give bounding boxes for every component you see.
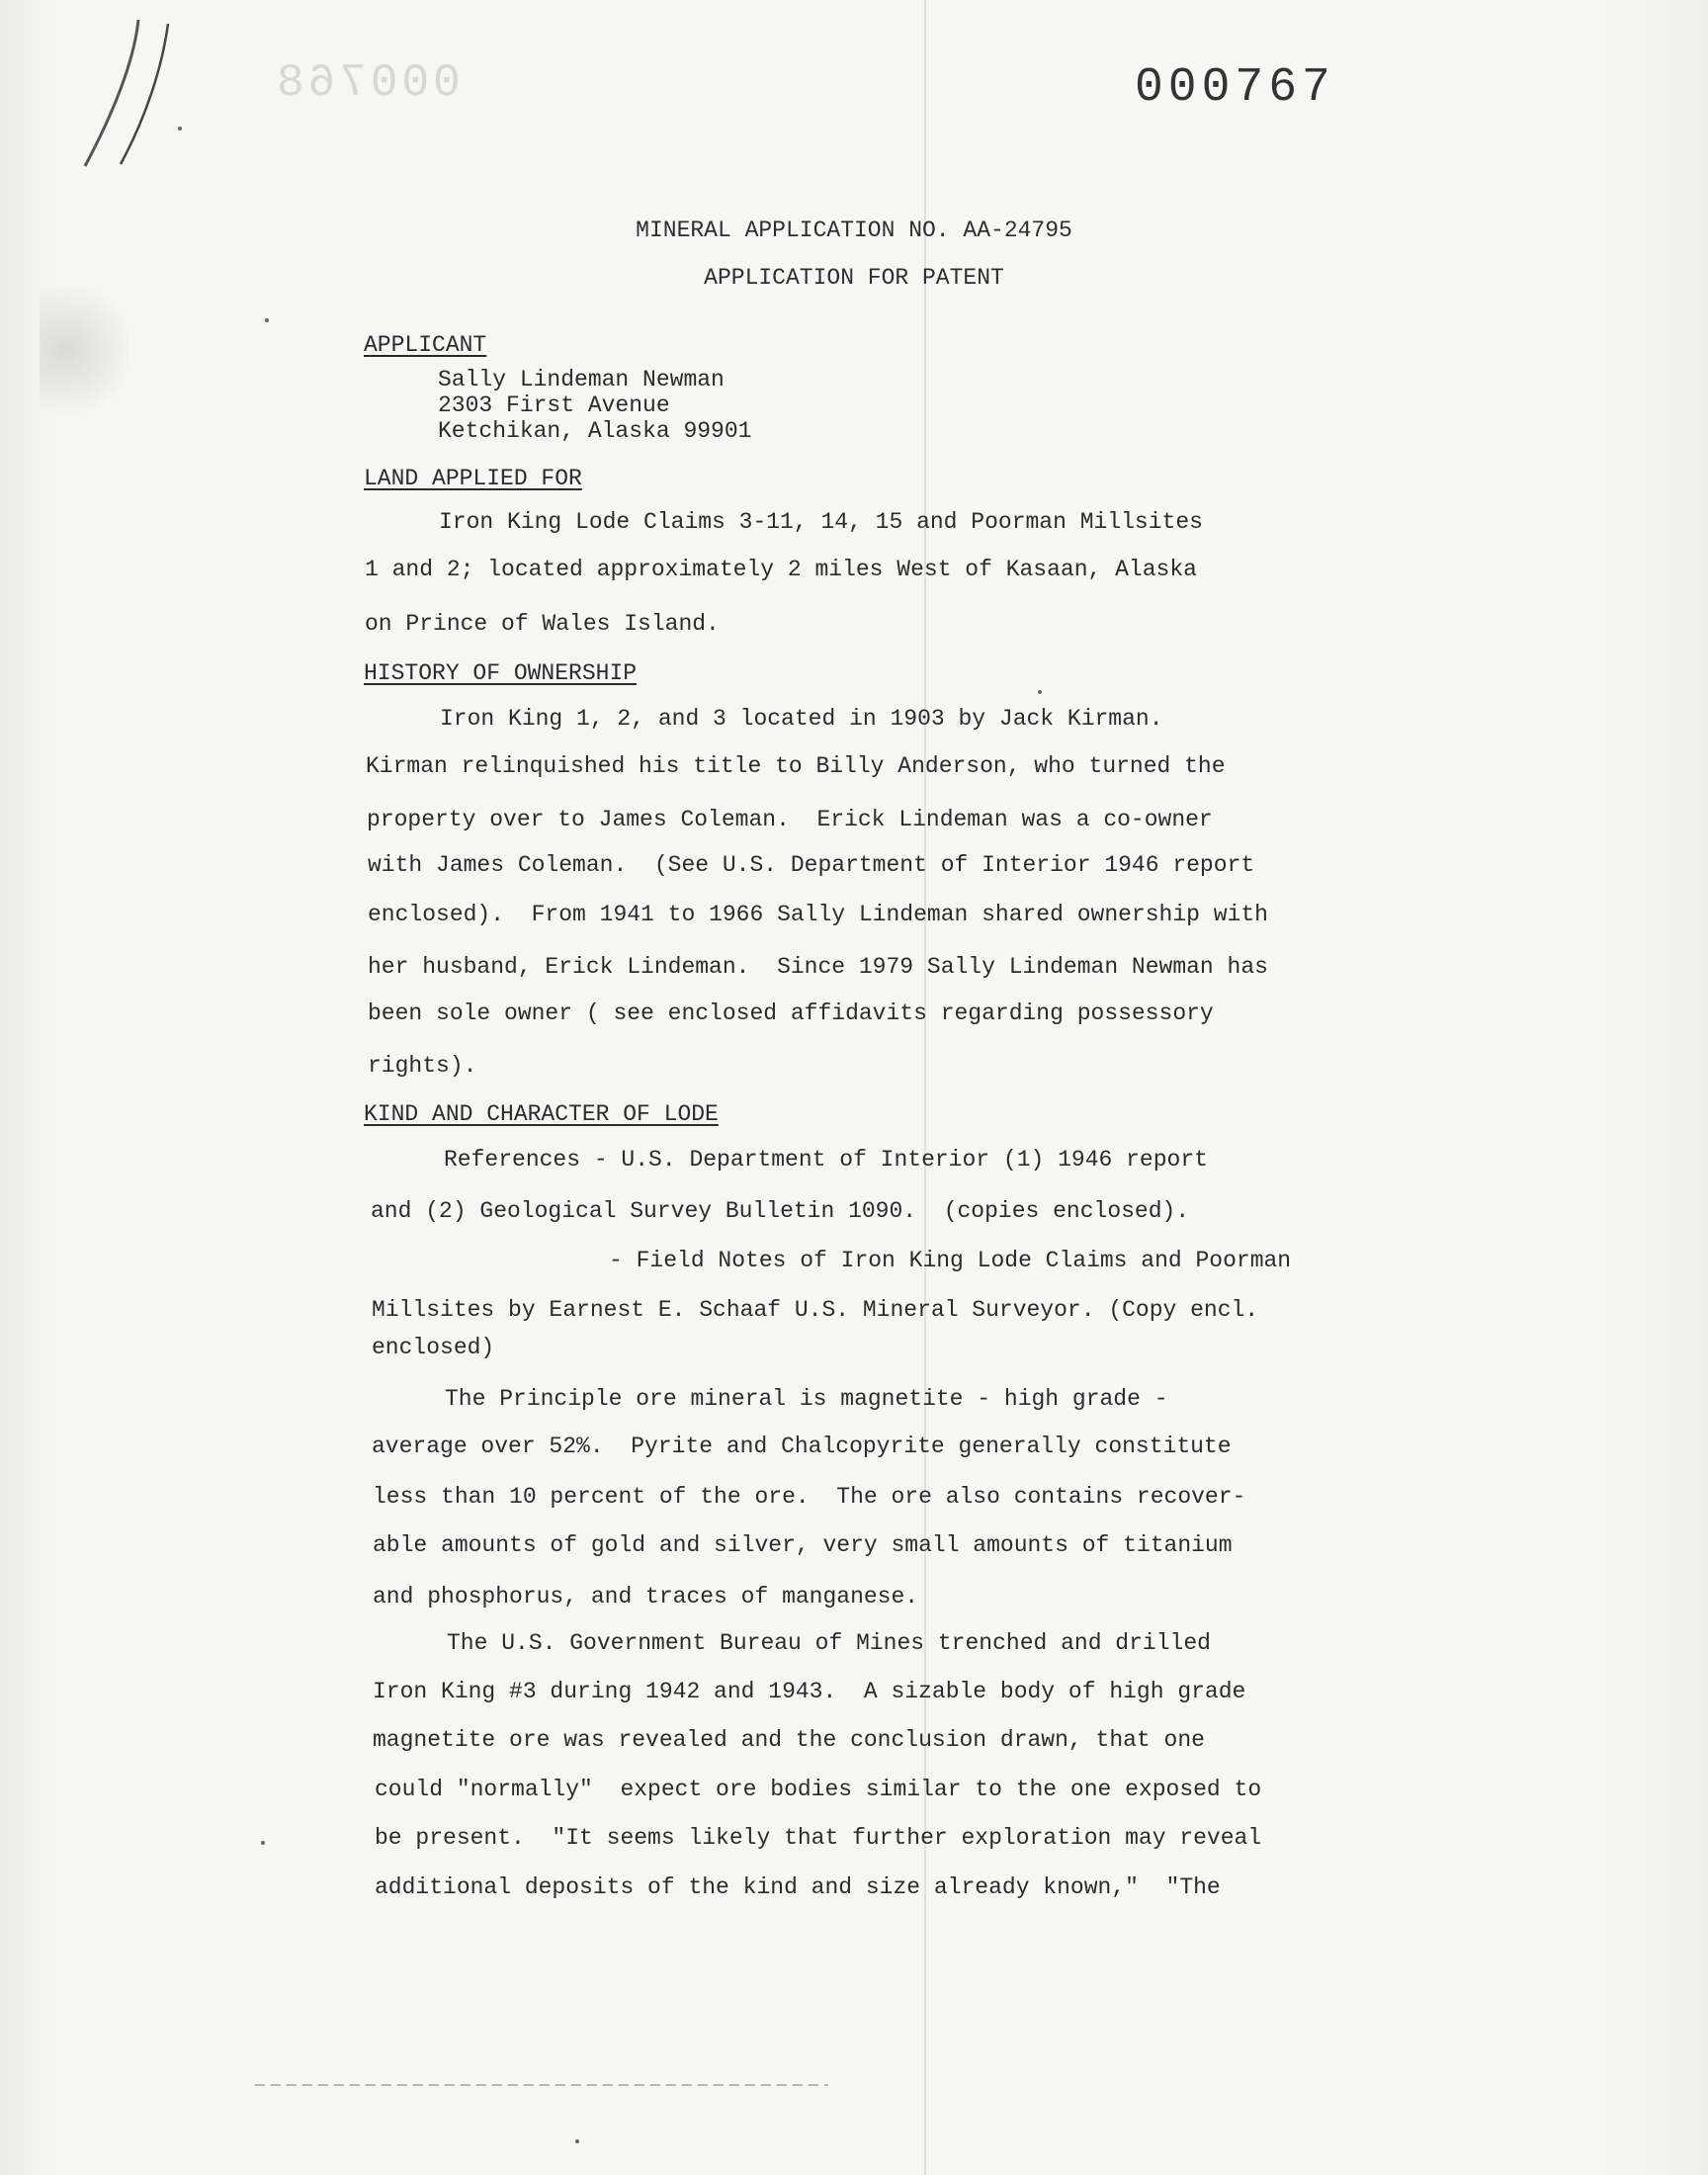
- applicant-city: Ketchikan, Alaska 99901: [438, 418, 752, 444]
- pen-stroke-mark: [77, 18, 186, 176]
- scan-dot: [1038, 690, 1042, 694]
- lode-line: less than 10 percent of the ore. The ore also contains recover-: [373, 1484, 1246, 1510]
- section-heading-lode: KIND AND CHARACTER OF LODE: [364, 1101, 719, 1127]
- scan-dot: [575, 2139, 579, 2143]
- lode-line: and phosphorus, and traces of manganese.: [373, 1584, 919, 1610]
- lode-line: average over 52%. Pyrite and Chalcopyrite generally constitute: [372, 1434, 1232, 1459]
- lode-line: be present. "It seems likely that further exploration may reveal: [375, 1825, 1262, 1851]
- lode-line: References - U.S. Department of Interior (1) 1946 report: [444, 1147, 1208, 1173]
- section-heading-land: LAND APPLIED FOR: [364, 466, 582, 491]
- land-line: on Prince of Wales Island.: [365, 611, 720, 637]
- history-line: Kirman relinquished his title to Billy Anderson, who turned the: [366, 753, 1226, 779]
- land-line: Iron King Lode Claims 3-11, 14, 15 and Poorman Millsites: [439, 509, 1203, 535]
- scan-dot: [265, 318, 269, 322]
- lode-line: and (2) Geological Survey Bulletin 1090. (copies enclosed).: [371, 1198, 1190, 1224]
- history-line: been sole owner ( see enclosed affidavits regarding possessory: [368, 1000, 1214, 1026]
- applicant-name: Sally Lindeman Newman: [438, 367, 725, 392]
- page-stamp-number: 000767: [1135, 61, 1335, 115]
- document-title: MINERAL APPLICATION NO. AA-24795: [636, 218, 1072, 243]
- lode-line: The Principle ore mineral is magnetite - high grade -: [445, 1386, 1168, 1412]
- history-line: her husband, Erick Lindeman. Since 1979 Sally Lindeman Newman has: [368, 954, 1268, 980]
- scan-dot: [261, 1841, 265, 1845]
- applicant-street: 2303 First Avenue: [438, 392, 670, 418]
- lode-line: could "normally" expect ore bodies similar to the one exposed to: [375, 1777, 1262, 1802]
- lode-line: Millsites by Earnest E. Schaaf U.S. Mineral Surveyor. (Copy encl.: [372, 1297, 1259, 1323]
- lode-line: The U.S. Government Bureau of Mines trenched and drilled: [447, 1630, 1211, 1656]
- lode-line: able amounts of gold and silver, very small amounts of titanium: [373, 1532, 1233, 1558]
- history-line: property over to James Coleman. Erick Lindeman was a co-owner: [367, 807, 1213, 832]
- lode-line: enclosed): [372, 1335, 495, 1360]
- scan-speckle: [40, 287, 128, 445]
- lode-line: magnetite ore was revealed and the conclusion drawn, that one: [373, 1727, 1205, 1753]
- scan-dashed-line: [255, 2084, 828, 2086]
- history-line: with James Coleman. (See U.S. Department of Interior 1946 report: [368, 852, 1255, 878]
- document-subtitle: APPLICATION FOR PATENT: [704, 265, 1004, 291]
- history-line: rights).: [368, 1053, 477, 1079]
- lode-line: - Field Notes of Iron King Lode Claims and Poorman: [609, 1248, 1292, 1273]
- lode-line: Iron King #3 during 1942 and 1943. A sizable body of high grade: [373, 1679, 1246, 1704]
- bleedthrough-stamp-number: 000768: [273, 57, 461, 109]
- land-line: 1 and 2; located approximately 2 miles West of Kasaan, Alaska: [365, 557, 1197, 582]
- history-line: enclosed). From 1941 to 1966 Sally Lindeman shared ownership with: [368, 902, 1268, 927]
- scan-dot: [178, 127, 182, 130]
- history-line: Iron King 1, 2, and 3 located in 1903 by Jack Kirman.: [440, 706, 1163, 732]
- section-heading-applicant: APPLICANT: [364, 332, 487, 358]
- lode-line: additional deposits of the kind and size already known," "The: [375, 1874, 1221, 1900]
- section-heading-history: HISTORY OF OWNERSHIP: [364, 660, 638, 686]
